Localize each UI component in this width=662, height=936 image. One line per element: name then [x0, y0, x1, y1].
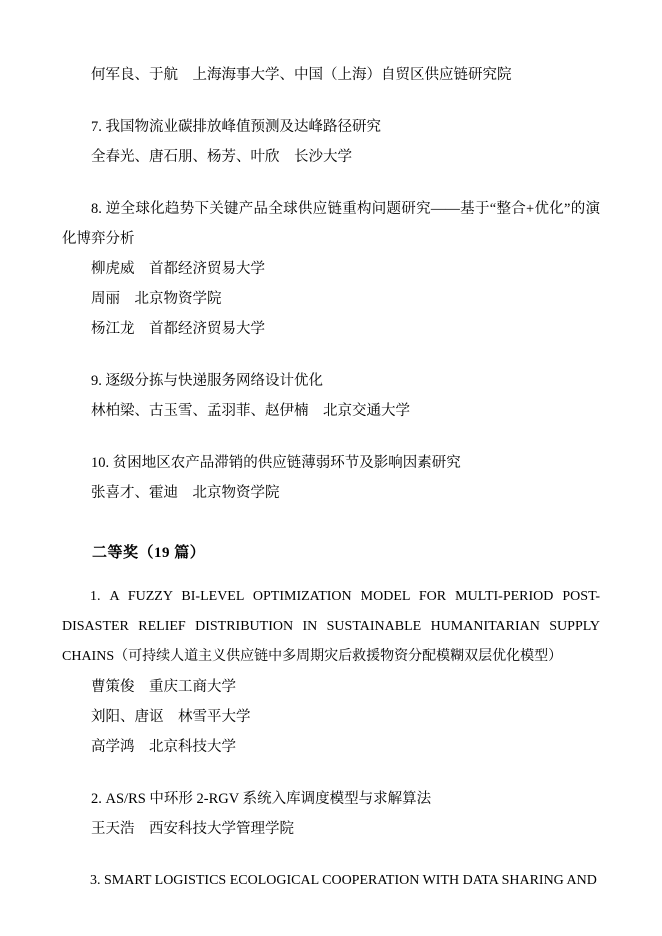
item-title-text: 贫困地区农产品滞销的供应链薄弱环节及影响因素研究 — [112, 455, 461, 471]
list-item-title — [62, 784, 600, 814]
list-item-authors: 周丽 北京物资学院 — [91, 291, 222, 307]
list-item-authors: 曹策俊 重庆工商大学 — [91, 679, 236, 695]
list-item-title — [62, 366, 600, 396]
item-number: 9. — [91, 373, 102, 389]
item-number: 3. — [90, 873, 101, 888]
spacer — [62, 844, 600, 866]
item-title-text: A FUZZY BI-LEVEL OPTIMIZATION MODEL FOR MULTI-PERIOD POST-DISASTER RELIEF DISTRIBUTION IN SUSTAINABLE HUMANITARIAN SUPPLY CHAINS（可持续人道主义供应链中多周期灾后救援物资分配模糊双层优化模型） — [62, 589, 600, 664]
spacer — [62, 508, 600, 538]
list-item-authors: 高学鸿 北京科技大学 — [91, 739, 236, 755]
list-item-title — [62, 194, 600, 254]
item-number: 1. — [90, 589, 101, 604]
list-item-authors: 杨江龙 首都经济贸易大学 — [91, 321, 265, 337]
spacer — [62, 568, 600, 582]
list-item-authors: 柳虎威 首都经济贸易大学 — [91, 261, 265, 277]
entry-authors: 何军良、于航 上海海事大学、中国（上海）自贸区供应链研究院 — [91, 67, 512, 83]
list-item-authors: 林柏梁、古玉雪、孟羽菲、赵伊楠 北京交通大学 — [91, 403, 410, 419]
item-title-text: 逆全球化趋势下关键产品全球供应链重构问题研究——基于“整合+优化”的演化博弈分析 — [62, 201, 601, 247]
list-item-title — [62, 866, 600, 896]
item-number: 2. — [91, 791, 102, 807]
spacer — [62, 344, 600, 366]
spacer — [62, 426, 600, 448]
item-number: 10. — [91, 455, 110, 471]
list-item-title — [62, 112, 600, 142]
item-number: 8. — [91, 201, 102, 217]
item-title-text: AS/RS 中环形 2-RGV 系统入库调度模型与求解算法 — [105, 791, 432, 807]
list-item-authors: 王天浩 西安科技大学管理学院 — [91, 821, 294, 837]
section-heading: 二等奖（19 篇） — [92, 545, 206, 561]
list-item-authors: 刘阳、唐讴 林雪平大学 — [91, 709, 251, 725]
item-title-text: 逐级分拣与快递服务网络设计优化 — [105, 373, 323, 389]
list-item-authors: 全春光、唐石朋、杨芳、叶欣 长沙大学 — [91, 149, 352, 165]
item-number: 7. — [91, 119, 102, 135]
list-item-title — [62, 448, 600, 478]
spacer — [62, 762, 600, 784]
item-title-text: 我国物流业碳排放峰值预测及达峰路径研究 — [105, 119, 381, 135]
item-title-text: SMART LOGISTICS ECOLOGICAL COOPERATION WITH DATA SHARING AND — [104, 873, 597, 888]
list-item-title — [62, 582, 600, 672]
list-item-authors: 张喜才、霍迪 北京物资学院 — [91, 485, 280, 501]
spacer — [62, 90, 600, 112]
spacer — [62, 172, 600, 194]
